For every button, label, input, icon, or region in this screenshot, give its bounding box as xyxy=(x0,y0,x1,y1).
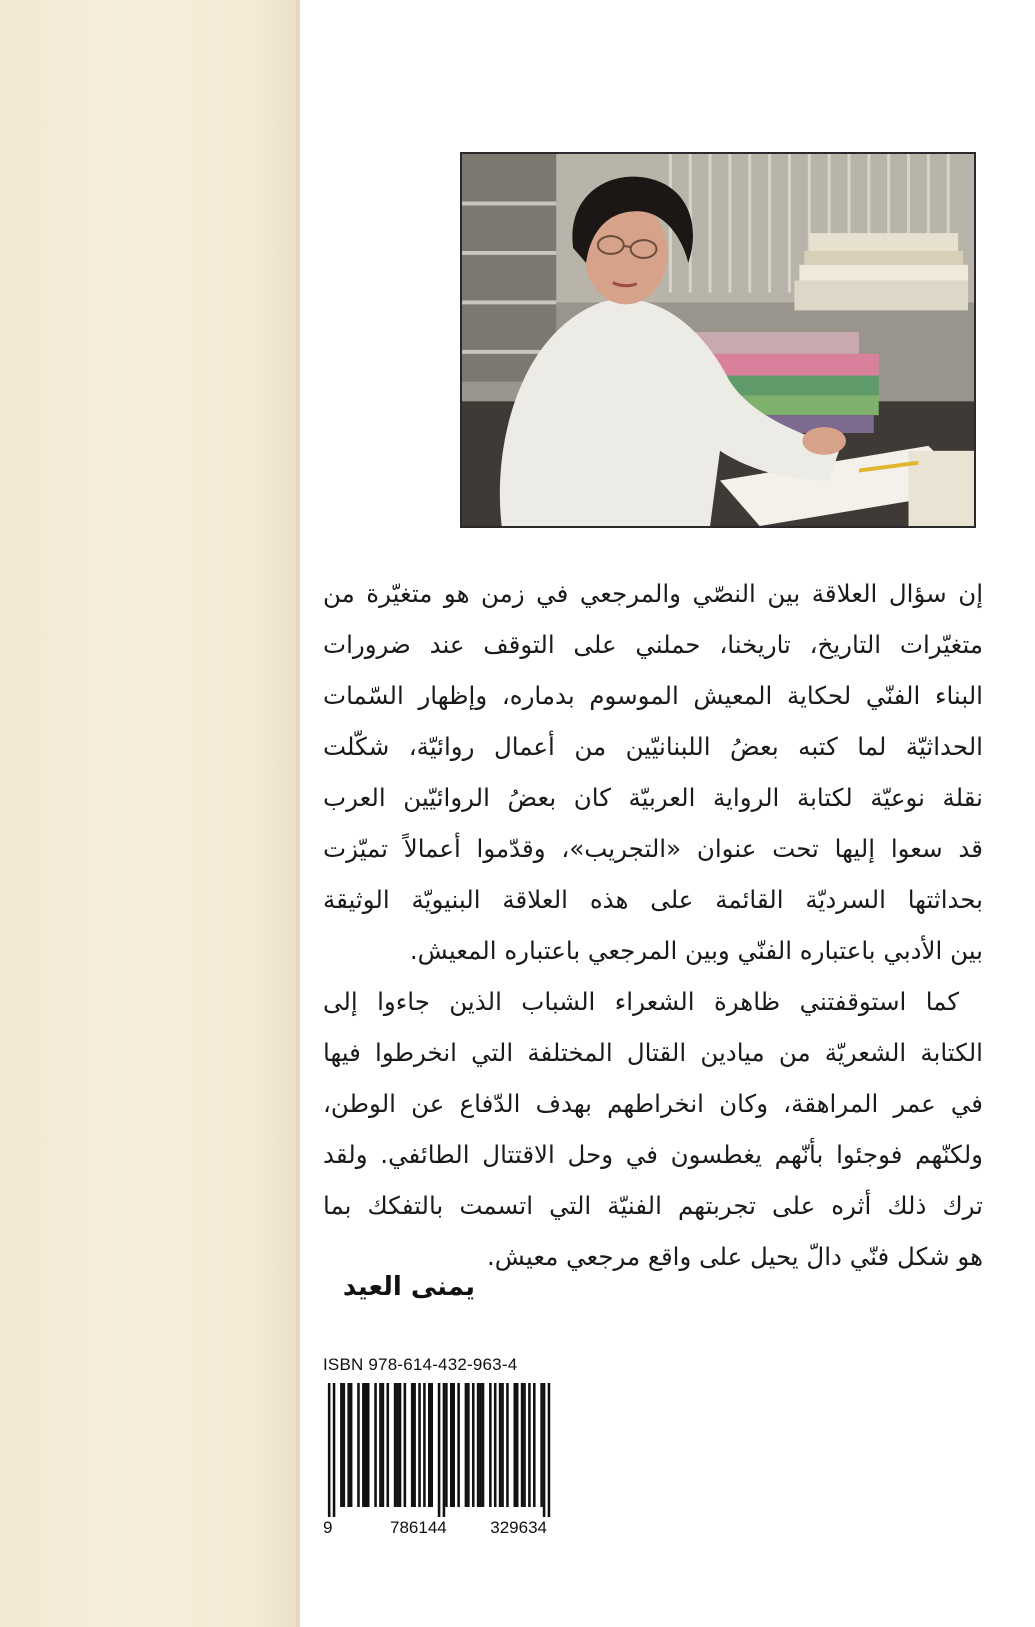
barcode-bar xyxy=(540,1383,543,1507)
barcode-bar xyxy=(394,1383,397,1507)
barcode-bar xyxy=(328,1383,331,1517)
blurb-line: ولكنّهم فوجئوا بأنّهم يغطسون في وحل الاقتتال الطائفي. ولقد xyxy=(323,1140,983,1169)
barcode-bar xyxy=(386,1383,389,1507)
blurb-line: البناء الفنّي لحكاية المعيش الموسوم بدماره، وإظهار السّمات xyxy=(323,681,983,710)
barcode-bar xyxy=(438,1383,441,1517)
barcode-digits-right: 329634 xyxy=(490,1518,547,1537)
blurb-line: الكتابة الشعريّة من ميادين القتال المختلفة التي انخرطوا فيها xyxy=(323,1038,983,1067)
barcode-bar xyxy=(423,1383,426,1507)
author-photo xyxy=(460,152,976,528)
back-cover-blurb xyxy=(323,568,983,1282)
barcode-bar xyxy=(357,1383,360,1507)
barcode-bar xyxy=(548,1383,551,1517)
blurb-line: بحداثتها السرديّة القائمة على هذه العلاقة البنيويّة الوثيقة xyxy=(323,885,983,914)
barcode-bar xyxy=(350,1383,353,1507)
barcode-bar xyxy=(404,1383,407,1507)
blurb-line: الحداثيّة لما كتبه بعضُ اللبنانيّين من أعمال روائيّة، شكّلت xyxy=(323,732,983,761)
blurb-line: في عمر المراهقة، وكان انخراطهم بهدف الدّفاع عن الوطن، xyxy=(323,1089,983,1118)
barcode-bar xyxy=(445,1383,448,1507)
barcode-bar xyxy=(465,1383,468,1507)
blurb-line: قد سعوا إليها تحت عنوان «التجريب»، وقدّموا أعمالاً تميّزت xyxy=(323,834,983,863)
blurb-line: ترك ذلك أثره على تجربتهم الفنيّة التي اتسمت بالتفكك بما xyxy=(323,1191,983,1220)
barcode-bar xyxy=(418,1383,421,1507)
barcode-bar xyxy=(399,1383,402,1507)
barcode-bar xyxy=(528,1383,531,1507)
barcode-bar xyxy=(362,1383,365,1507)
barcode-digits xyxy=(323,1518,555,1538)
spine-shadow xyxy=(296,0,302,1627)
blurb-line: إن سؤال العلاقة بين النصّي والمرجعي في زمن هو متغيّرة من xyxy=(323,579,983,608)
barcode-bar xyxy=(543,1383,546,1517)
barcode-bar xyxy=(340,1383,343,1507)
barcode-bar xyxy=(367,1383,370,1507)
barcode-bar xyxy=(452,1383,455,1507)
barcode-bar xyxy=(413,1383,416,1507)
isbn-barcode xyxy=(323,1355,555,1545)
barcode-bar xyxy=(513,1383,516,1507)
barcode-bar xyxy=(499,1383,502,1507)
barcode-bar xyxy=(396,1383,399,1507)
barcode-bar xyxy=(450,1383,453,1507)
barcode-bar xyxy=(428,1383,431,1507)
book-spine xyxy=(0,0,300,1627)
blurb-line: هو شكل فنّي دالّ يحيل على واقع مرجعي معيش. xyxy=(486,1242,983,1271)
barcode-digits-left: 786144 xyxy=(390,1518,447,1537)
barcode-bar xyxy=(506,1383,509,1507)
blurb-line: بين الأدبي باعتباره الفنّي وبين المرجعي باعتباره المعيش. xyxy=(409,936,983,965)
barcode-digit-first: 9 xyxy=(323,1518,333,1537)
barcode-bar xyxy=(411,1383,414,1507)
barcode-bar xyxy=(489,1383,492,1507)
barcode-bar xyxy=(467,1383,470,1507)
barcode-bar xyxy=(365,1383,368,1507)
blurb-line: كما استوقفتني ظاهرة الشعراء الشباب الذين جاءوا إلى xyxy=(323,987,959,1016)
barcode-bars xyxy=(323,1383,555,1517)
barcode-bar xyxy=(479,1383,482,1507)
barcode-bar xyxy=(523,1383,526,1507)
barcode-bar xyxy=(333,1383,336,1517)
barcode-bar xyxy=(533,1383,536,1507)
barcode-bar xyxy=(477,1383,480,1507)
barcode-bar xyxy=(501,1383,504,1507)
barcode-bar xyxy=(382,1383,385,1507)
barcode-bar xyxy=(482,1383,485,1507)
blurb-line: نقلة نوعيّة لكتابة الرواية العربيّة كان بعضُ الروائيّين العرب xyxy=(323,783,983,812)
barcode-bar xyxy=(443,1383,446,1517)
barcode-bar xyxy=(343,1383,346,1507)
barcode-bar xyxy=(379,1383,382,1507)
barcode-bar xyxy=(472,1383,475,1507)
barcode-bar xyxy=(347,1383,350,1507)
isbn-label: ISBN 978-614-432-963-4 xyxy=(323,1355,518,1374)
barcode-bar xyxy=(374,1383,377,1507)
author-signature: يمنى العيد xyxy=(342,1272,475,1302)
barcode-bar xyxy=(457,1383,460,1507)
barcode-bar xyxy=(516,1383,519,1507)
barcode-bar xyxy=(521,1383,524,1507)
blurb-line: متغيّرات التاريخ، تاريخنا، حملني على التوقف عند ضرورات xyxy=(323,630,983,659)
barcode-bar xyxy=(494,1383,497,1507)
barcode-bar xyxy=(430,1383,433,1507)
